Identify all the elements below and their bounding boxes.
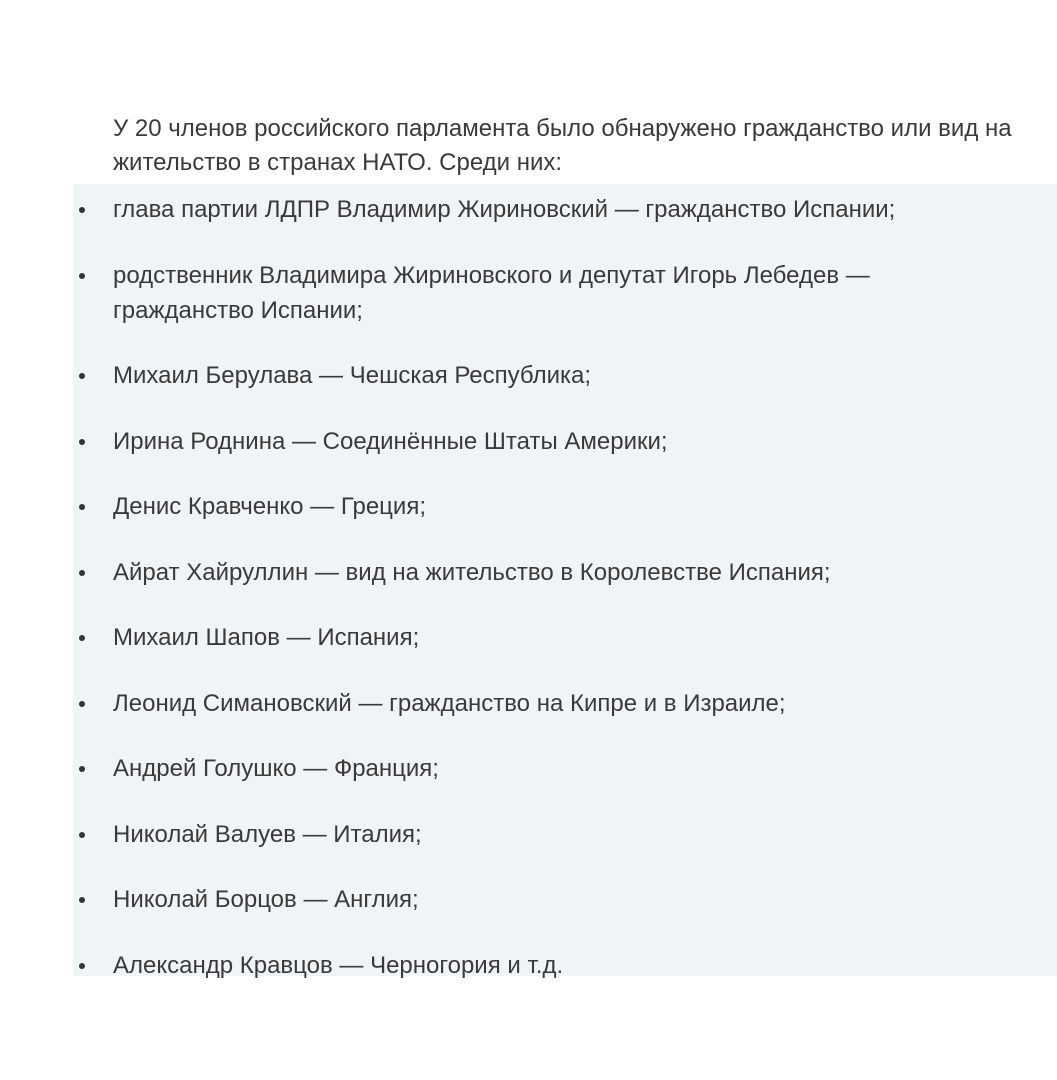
list-item: Айрат Хайруллин — вид на жительство в Королевстве Испания; [73,555,993,590]
list-item: Андрей Голушко — Франция; [73,751,993,786]
intro-paragraph: У 20 членов российского парламента было обнаружено гражданство или вид на жительство в странах НАТО. Среди них: [113,115,1012,176]
list-item: Леонид Симановский — гражданство на Кипре и в Израиле; [73,686,993,721]
list-item: Николай Борцов — Англия; [73,882,993,917]
bullet-list [73,192,1057,1013]
list-item: Михаил Берулава — Чешская Республика; [73,358,993,393]
list-item: Михаил Шапов — Испания; [73,620,993,655]
list-item: родственник Владимира Жириновского и депутат Игорь Лебедев — гражданство Испании; [73,258,993,328]
list-item: Ирина Роднина — Соединённые Штаты Америки; [73,424,993,459]
list-panel [73,184,1057,979]
list-item: Денис Кравченко — Греция; [73,489,993,524]
list-item: глава партии ЛДПР Владимир Жириновский — гражданство Испании; [73,192,993,227]
list-item: Александр Кравцов — Черногория и т.д. [73,948,993,983]
list-item: Николай Валуев — Италия; [73,817,993,852]
